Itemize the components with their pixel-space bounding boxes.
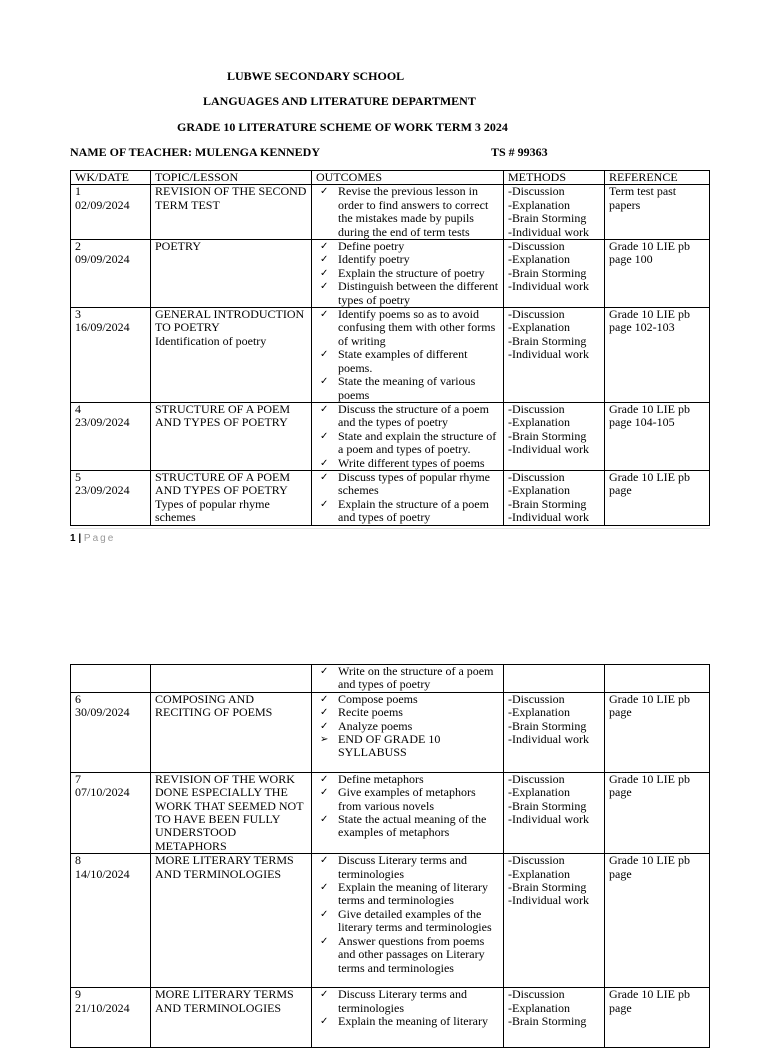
outcome-item [320,785,499,813]
cell-topic [151,402,312,470]
header-topic-lesson: TOPIC/LESSON [151,171,312,185]
checkmark-icon: ✓ [320,430,329,442]
cell-outcomes [312,308,504,403]
method-item: -Explanation [508,320,570,335]
week-number: 5 [75,470,81,484]
checkmark-icon: ✓ [320,773,329,785]
outcome-item [320,374,499,402]
topic-subtitle: Types of popular rhyme schemes [155,496,270,525]
week-date: 21/10/2024 [75,1000,130,1015]
cell-methods [504,308,605,403]
cell-wk-date [71,240,151,308]
cell-reference: Grade 10 LIE pb page [605,470,710,525]
outcomes-list [316,471,499,525]
outcomes-list [316,665,499,692]
cell-methods [504,240,605,308]
checkmark-icon: ✓ [320,720,329,732]
table-row [71,470,710,525]
week-date: 07/10/2024 [75,785,130,800]
header-wk-date: WK/DATE [71,171,151,185]
cell-topic [151,692,312,772]
checkmark-icon: ✓ [320,281,329,293]
header-outcomes: OUTCOMES [312,171,504,185]
cell-reference: Grade 10 LIE pb page 102-103 [605,308,710,403]
outcomes-list [316,240,499,307]
outcome-text: Define poetry [338,239,405,254]
cell-methods [504,772,605,853]
method-item: -Individual work [508,510,589,525]
method-item: -Individual work [508,893,589,908]
outcome-text: Discuss types of popular rhyme schemes [338,470,490,498]
method-item: -Explanation [508,252,570,267]
table-header-row [71,171,710,185]
ts-number: TS # 99363 [491,145,548,159]
outcome-item [320,880,499,908]
method-item: -Brain Storming [508,428,587,443]
method-item: -Explanation [508,415,570,430]
method-item: -Brain Storming [508,333,587,348]
header-reference: REFERENCE [605,171,710,185]
outcome-item [320,428,499,457]
week-number: 7 [75,772,81,786]
outcome-item [320,664,499,692]
cell-reference: Grade 10 LIE pb page [605,692,710,772]
week-number: 4 [75,402,81,416]
method-item: -Individual work [508,812,589,827]
cell-methods [504,988,605,1048]
outcome-text: Compose poems [338,692,418,706]
cell-outcomes [312,185,504,240]
outcome-text: Discuss the structure of a poem and the types of poetry [338,402,489,430]
cell-topic [151,185,312,240]
outcomes-list [316,988,499,1028]
cell-reference: Grade 10 LIE pb page 100 [605,240,710,308]
outcome-item [320,265,499,280]
school-name: LUBWE SECONDARY SCHOOL [227,69,405,83]
topic-title: MORE LITERARY TERMS AND TERMINOLOGIES [155,853,294,881]
outcome-text: Revise the previous lesson in order to find answers to correct the mistakes made by pupils during the end of term tests [338,184,489,239]
cell-topic [151,308,312,403]
table-row [71,308,710,403]
cell-outcomes [312,988,504,1048]
page-number: 1 [70,533,76,544]
week-number: 3 [75,307,81,322]
outcome-item [320,933,499,975]
table-row [71,988,710,1048]
outcome-text: Analyze poems [338,718,413,733]
outcome-text: State the meaning of various poems [338,374,476,402]
method-item: -Discussion [508,239,565,254]
method-item: -Brain Storming [508,798,587,813]
outcome-text: Distinguish between the different types of poetry [338,279,499,307]
cell-wk-date [71,308,151,403]
checkmark-icon: ✓ [320,989,329,1001]
method-item: -Brain Storming [508,265,587,280]
method-item: -Discussion [508,772,565,786]
document-title: GRADE 10 LITERATURE SCHEME OF WORK TERM 3 2024 [177,120,508,134]
outcomes-list [316,773,499,840]
cell-wk-date [71,772,151,853]
checkmark-icon: ✓ [320,349,329,361]
week-date: 14/10/2024 [75,866,130,881]
cell-reference: Grade 10 LIE pb page [605,988,710,1048]
outcome-item [320,347,499,375]
method-item: -Discussion [508,692,565,706]
checkmark-icon: ✓ [320,267,329,279]
checkmark-icon: ✓ [320,666,329,677]
outcome-text: END OF GRADE 10 SYLLABUSS [338,732,441,760]
outcome-item [320,1014,499,1029]
outcome-item [320,718,499,733]
scheme-of-work-table-page-1 [70,170,710,526]
cell-topic [151,470,312,525]
table-row [71,240,710,308]
method-item: -Brain Storming [508,496,587,511]
checkmark-icon: ✓ [320,908,329,920]
outcome-text: Discuss Literary terms and terminologies [338,987,467,1015]
cell-methods [504,402,605,470]
week-date: 02/09/2024 [75,197,130,212]
week-date: 23/09/2024 [75,483,130,498]
table-row [71,185,710,240]
topic-title: POETRY [155,239,202,254]
cell-topic [151,240,312,308]
page-footer [70,533,115,544]
checkmark-icon: ✓ [320,471,329,483]
cell-topic [151,988,312,1048]
cell-reference: Grade 10 LIE pb page [605,772,710,853]
checkmark-icon: ✓ [320,855,329,867]
outcome-text: State the actual meaning of the examples of metaphors [338,812,487,840]
cell-methods [504,665,605,693]
table-row [71,665,710,693]
cell-wk-date [71,185,151,240]
cell-outcomes [312,470,504,525]
method-item: -Discussion [508,853,565,868]
outcome-item [320,692,499,706]
cell-reference: Grade 10 LIE pb page 104-105 [605,402,710,470]
outcome-text: Give examples of metaphors from various novels [338,785,476,813]
outcomes-list [316,403,499,470]
week-date: 16/09/2024 [75,320,130,335]
outcome-item [320,239,499,254]
cell-methods [504,185,605,240]
outcome-item [320,184,499,239]
method-item: -Explanation [508,866,570,881]
method-item: -Brain Storming [508,880,587,895]
cell-wk-date [71,988,151,1048]
page-label: Page [83,533,116,544]
cell-topic [151,665,312,693]
week-number: 1 [75,184,81,199]
method-item: -Explanation [508,785,570,800]
method-item: -Discussion [508,987,565,1002]
cell-methods [504,470,605,525]
cell-outcomes [312,692,504,772]
cell-reference [605,665,710,693]
table-row [71,854,710,988]
outcome-item [320,906,499,935]
method-item: -Brain Storming [508,718,587,733]
cell-outcomes [312,665,504,693]
cell-topic [151,772,312,853]
checkmark-icon: ✓ [320,309,329,321]
method-item: -Individual work [508,442,589,457]
method-item: -Individual work [508,347,589,362]
checkmark-icon: ✓ [320,254,329,266]
checkmark-icon: ✓ [320,376,329,388]
outcome-item [320,470,499,498]
cell-wk-date [71,692,151,772]
outcome-text: State examples of different poems. [338,347,468,375]
checkmark-icon: ✓ [320,241,329,253]
cell-wk-date [71,854,151,988]
outcome-item [320,402,499,430]
cell-outcomes [312,854,504,988]
outcome-text: Explain the structure of poetry [338,265,485,280]
outcome-item [320,732,499,760]
outcome-text: Write different types of poems [338,455,485,470]
outcome-text: Write on the structure of a poem and types of poetry [338,664,494,692]
outcome-text: Answer questions from poems and other passages on Literary terms and terminologies [338,933,485,975]
outcome-item [320,252,499,267]
checkmark-icon: ✓ [320,457,329,469]
footer-divider [70,528,710,529]
cell-outcomes [312,240,504,308]
week-date: 23/09/2024 [75,415,130,430]
teacher-name: NAME OF TEACHER: MULENGA KENNEDY [70,145,321,159]
header-methods: METHODS [504,171,605,185]
outcome-item [320,307,499,348]
arrow-bullet-icon: ➢ [320,734,329,746]
week-date: 09/09/2024 [75,252,130,267]
cell-wk-date [71,470,151,525]
method-item: -Individual work [508,732,589,747]
method-item: -Individual work [508,279,589,294]
outcome-item [320,987,499,1015]
scheme-of-work-table-page-2 [70,664,710,1048]
outcome-text: Identify poems so as to avoid confusing them with other forms of writing [338,307,496,348]
table-row [71,402,710,470]
topic-title: REVISION OF THE SECOND TERM TEST [155,184,307,212]
checkmark-icon: ✓ [320,814,329,826]
week-number: 2 [75,239,81,254]
outcome-text: Recite poems [338,705,403,720]
outcome-text: Give detailed examples of the literary terms and terminologies [338,906,492,935]
outcome-text: Explain the meaning of literary terms and terminologies [338,880,488,908]
method-item: -Discussion [508,402,565,416]
outcomes-list [316,854,499,975]
cell-topic [151,854,312,988]
method-item: -Brain Storming [508,1014,587,1029]
checkmark-icon: ✓ [320,787,329,799]
outcomes-list [316,693,499,760]
cell-wk-date [71,402,151,470]
outcome-text: Define metaphors [338,772,424,786]
method-item: -Explanation [508,483,570,498]
week-number: 9 [75,987,81,1002]
cell-wk-date [71,665,151,693]
week-number: 6 [75,692,81,706]
outcome-text: State and explain the structure of a poem and types of poetry. [338,428,497,457]
topic-title: COMPOSING AND RECITING OF POEMS [155,692,273,720]
table-row [71,772,710,853]
department-name: LANGUAGES AND LITERATURE DEPARTMENT [203,94,476,108]
topic-title: REVISION OF THE WORK DONE ESPECIALLY THE WORK THAT SEEMED NOT TO HAVE BEEN FULLY UNDERSTOOD METAPHORS [155,772,304,853]
method-item: -Discussion [508,470,565,484]
table-row [71,692,710,772]
method-item: -Brain Storming [508,211,587,226]
topic-title: STRUCTURE OF A POEM AND TYPES OF POETRY [155,470,291,498]
week-date: 30/09/2024 [75,705,130,720]
method-item: -Explanation [508,1000,570,1015]
outcomes-list [316,308,499,402]
cell-methods [504,854,605,988]
cell-methods [504,692,605,772]
topic-title: MORE LITERARY TERMS AND TERMINOLOGIES [155,987,294,1015]
checkmark-icon: ✓ [320,186,329,198]
checkmark-icon: ✓ [320,882,329,894]
outcome-item [320,853,499,881]
outcomes-list [316,185,499,239]
checkmark-icon: ✓ [320,707,329,719]
outcome-item [320,455,499,470]
cell-outcomes [312,402,504,470]
method-item: -Explanation [508,197,570,212]
topic-subtitle: Identification of poetry [155,333,267,348]
outcome-text: Identify poetry [338,252,410,267]
checkmark-icon: ✓ [320,403,329,415]
method-item: -Discussion [508,184,565,199]
checkmark-icon: ✓ [320,693,329,705]
page-separator: | [75,533,84,544]
method-item: -Individual work [508,224,589,239]
outcome-item [320,279,499,307]
checkmark-icon: ✓ [320,498,329,510]
outcome-item [320,812,499,840]
outcome-text: Discuss Literary terms and terminologies [338,853,467,881]
cell-outcomes [312,772,504,853]
method-item: -Explanation [508,705,570,720]
outcome-item [320,705,499,720]
outcome-text: Explain the structure of a poem and types of poetry [338,496,489,525]
cell-reference: Term test past papers [605,185,710,240]
outcome-text: Explain the meaning of literary [338,1014,488,1029]
topic-title: GENERAL INTRODUCTION TO POETRY [155,307,305,335]
checkmark-icon: ✓ [320,935,329,947]
cell-reference: Grade 10 LIE pb page [605,854,710,988]
week-number: 8 [75,853,81,868]
topic-title: STRUCTURE OF A POEM AND TYPES OF POETRY [155,402,291,430]
outcome-item [320,772,499,786]
checkmark-icon: ✓ [320,1016,329,1028]
outcome-item [320,496,499,525]
method-item: -Discussion [508,307,565,322]
